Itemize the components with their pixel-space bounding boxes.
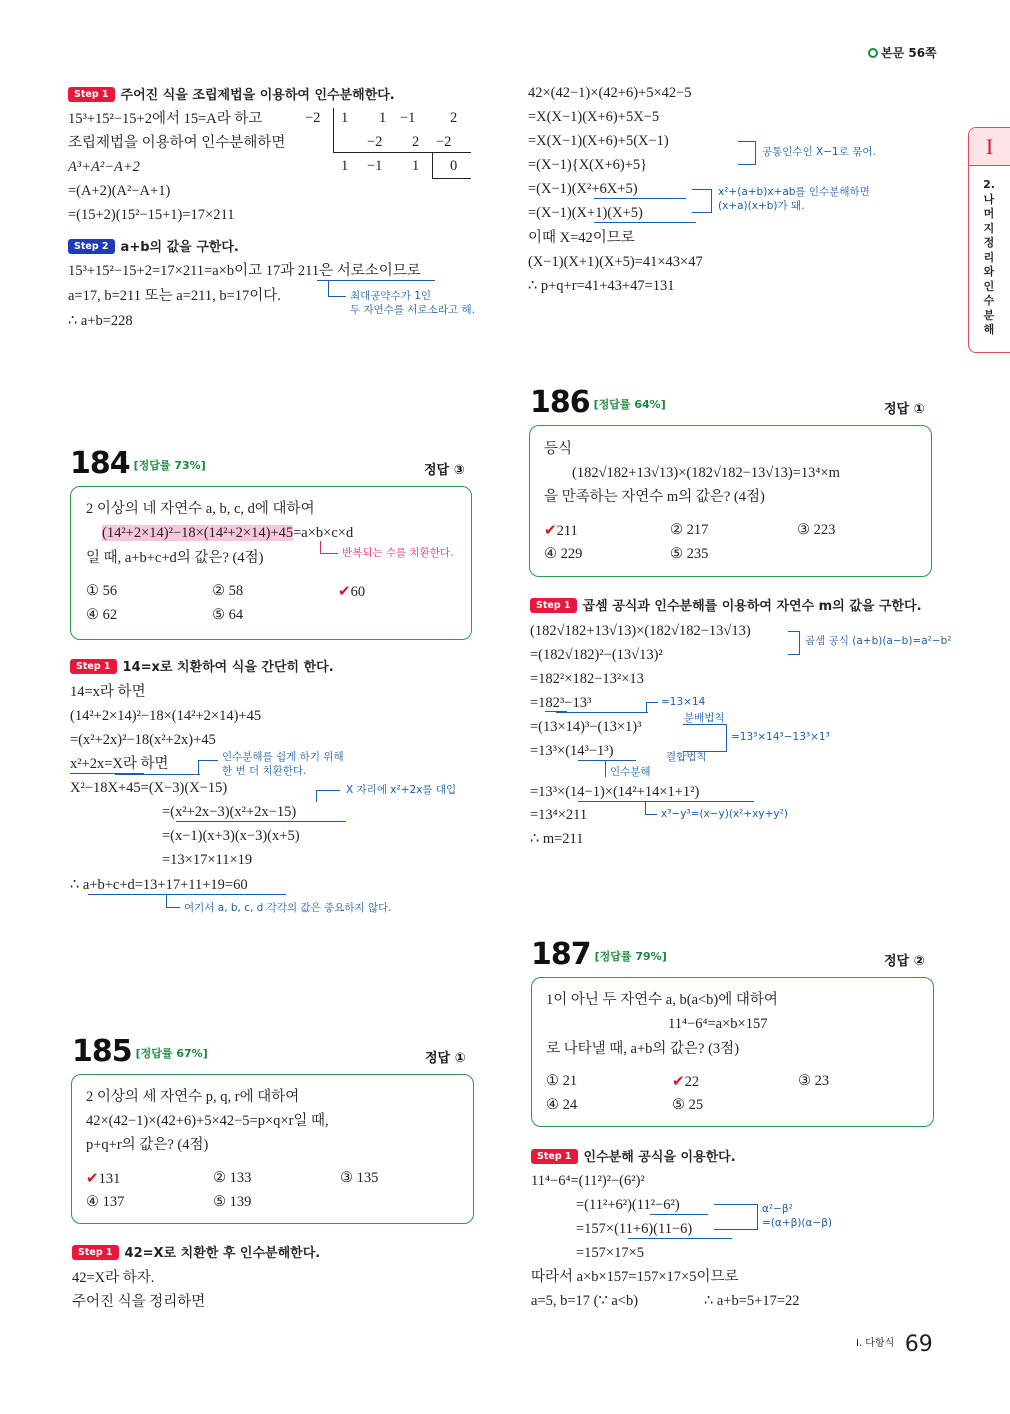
question-expression: (14²+2×14)²−18×(14²+2×14)+45=a×b×c×d bbox=[102, 525, 354, 541]
correct-rate: [정답률 67%] bbox=[135, 1047, 208, 1060]
question-text: 42×(42−1)×(42+6)+5×42−5=p×q×r일 때, bbox=[86, 1113, 329, 1129]
solution-line: X²−18X+45=(X−3)(X−15) bbox=[70, 780, 228, 796]
question-text: 등식 bbox=[544, 441, 573, 457]
choice-4[interactable]: ④ 229 bbox=[544, 546, 583, 562]
question-expression: 11⁴−6⁴=a×b×157 bbox=[668, 1016, 768, 1032]
checkmark-icon: ✔ bbox=[544, 521, 557, 539]
choice-1-correct[interactable]: ✔211 bbox=[544, 521, 578, 539]
choice-2[interactable]: ② 58 bbox=[212, 583, 244, 599]
solution-line: 따라서 a×b×157=157×17×5이므로 bbox=[531, 1269, 739, 1285]
solution-line: =182²×182−13²×13 bbox=[530, 671, 644, 687]
step1-header-187: Step 1 인수분해 공식을 이용한다. bbox=[531, 1146, 736, 1165]
question-text: 로 나타낼 때, a+b의 값은? (3점) bbox=[546, 1041, 740, 1057]
choice-1[interactable]: ① 21 bbox=[546, 1073, 578, 1089]
choice-3[interactable]: ③ 135 bbox=[340, 1170, 379, 1186]
solution-line: =(X−1)(X+1)(X+5) bbox=[528, 205, 643, 221]
correct-rate: [정답률 79%] bbox=[594, 950, 667, 963]
choice-4[interactable]: ④ 62 bbox=[86, 607, 118, 623]
solution-line: =(11²+6²)(11²−6²) bbox=[576, 1197, 680, 1213]
common-factor-note: 공통인수인 X−1로 묶어. bbox=[762, 146, 876, 158]
solution-line: =13×17×11×19 bbox=[162, 852, 253, 868]
solution-line: =(x−1)(x+3)(x−3)(x+5) bbox=[162, 828, 300, 844]
answer-label-184: 정답 ③ bbox=[424, 463, 465, 478]
solution-line: ∴ m=211 bbox=[530, 831, 584, 847]
question-text: 을 만족하는 자연수 m의 값은? (4점) bbox=[544, 489, 765, 505]
solution-line: =(x²+2x)²−18(x²+2x)+45 bbox=[70, 732, 216, 748]
answer-label-186: 정답 ① bbox=[884, 402, 925, 417]
checkmark-icon: ✔ bbox=[338, 582, 351, 600]
expansion-note: =13³×14³−13³×1³ bbox=[731, 731, 830, 743]
choice-5[interactable]: ⑤ 235 bbox=[670, 546, 709, 562]
page-number: 69 bbox=[904, 1332, 933, 1357]
solution-line: =157×(11+6)(11−6) bbox=[576, 1221, 693, 1237]
question-text: p+q+r의 값은? (4점) bbox=[86, 1137, 209, 1153]
solution-line: =157×17×5 bbox=[576, 1245, 645, 1261]
solution-line: 조립제법을 이용하여 인수분해하면 bbox=[68, 135, 286, 151]
solution-line: ∴ a+b=228 bbox=[68, 313, 133, 329]
answer-label-187: 정답 ② bbox=[884, 954, 925, 969]
solution-line: =X(X−1)(X+6)+5X−5 bbox=[528, 109, 660, 125]
step1-header-185: Step 1 42=X로 치환한 후 인수분해한다. bbox=[72, 1242, 320, 1261]
chapter-side-tab[interactable] bbox=[968, 127, 1010, 353]
solution-line: ∴ a+b+c+d=13+17+11+19=60 bbox=[70, 877, 248, 893]
solution-line: =(X−1){X(X+6)+5} bbox=[528, 157, 648, 173]
solution-line: 이때 X=42이므로 bbox=[528, 230, 635, 246]
choice-1-correct[interactable]: ✔131 bbox=[86, 1169, 121, 1187]
solution-line: (182√182+13√13)×(182√182−13√13) bbox=[530, 623, 751, 639]
step-badge: Step 2 bbox=[68, 239, 115, 254]
importance-note: 여기서 a, b, c, d 각각의 값은 중요하지 않다. bbox=[184, 902, 392, 914]
solution-line: 주어진 식을 정리하면 bbox=[72, 1294, 206, 1310]
choice-2-correct[interactable]: ✔22 bbox=[672, 1072, 700, 1090]
choice-1[interactable]: ① 56 bbox=[86, 583, 118, 599]
choice-5[interactable]: ⑤ 139 bbox=[213, 1194, 252, 1210]
solution-line: 42×(42−1)×(42+6)+5×42−5 bbox=[528, 85, 692, 101]
substitution-note: 인수분해를 쉽게 하기 위해 한 번 더 치환한다. bbox=[222, 751, 344, 777]
choice-3[interactable]: ③ 223 bbox=[797, 522, 836, 538]
step1-header-184: Step 1 14=x로 치환하여 식을 간단히 한다. bbox=[70, 656, 334, 675]
solution-line: =X(X−1)(X+6)+5(X−1) bbox=[528, 133, 669, 149]
step-badge: Step 1 bbox=[531, 1149, 578, 1164]
question-text: 2 이상의 네 자연수 a, b, c, d에 대하여 bbox=[86, 501, 315, 517]
step1-header-183: Step 1 주어진 식을 조립제법을 이용하여 인수분해한다. bbox=[68, 84, 395, 103]
question-text: 2 이상의 세 자연수 p, q, r에 대하여 bbox=[86, 1089, 300, 1105]
solution-line: =13³×(14³−1³) bbox=[530, 743, 614, 759]
solution-line: A³+A²−A+2 bbox=[68, 159, 140, 175]
solution-line: 11⁴−6⁴=(11²)²−(6²)² bbox=[531, 1173, 645, 1189]
solution-line: =182³−13³ bbox=[530, 695, 592, 711]
chapter-roman-numeral: I bbox=[969, 128, 1010, 166]
choice-2[interactable]: ② 217 bbox=[670, 522, 709, 538]
correct-rate: [정답률 64%] bbox=[593, 398, 666, 411]
step-badge: Step 1 bbox=[72, 1245, 119, 1260]
page-footer bbox=[856, 1332, 933, 1357]
factor-note: =13×14 bbox=[661, 696, 706, 708]
factoring-note: x²+(a+b)x+ab를 인수분해하면 (x+a)(x+b)가 돼. bbox=[718, 186, 870, 212]
solution-line: =(15+2)(15²−15+1)=17×211 bbox=[68, 207, 235, 223]
step1-header-186: Step 1 곱셈 공식과 인수분해를 이용하여 자연수 m의 값을 구한다. bbox=[530, 595, 922, 614]
answer-label-185: 정답 ① bbox=[425, 1051, 466, 1066]
step2-header-183: Step 2 a+b의 값을 구한다. bbox=[68, 236, 239, 255]
solution-line: 42=X라 하자. bbox=[72, 1270, 155, 1286]
solution-line: (14²+2×14)²−18×(14²+2×14)+45 bbox=[70, 708, 262, 724]
solution-line: =(A+2)(A²−A+1) bbox=[68, 183, 171, 199]
footer-chapter: I. 다항식 bbox=[856, 1338, 895, 1349]
question-number-187: 187 [정답률 79%] bbox=[531, 937, 667, 972]
solution-line: x²+2x=X라 하면 bbox=[70, 756, 169, 772]
solution-line: (X−1)(X+1)(X+5)=41×43×47 bbox=[528, 254, 703, 270]
multiplication-formula-note: 곱셈 공식 (a+b)(a−b)=a²−b² bbox=[805, 635, 952, 647]
choice-5[interactable]: ⑤ 25 bbox=[672, 1097, 704, 1113]
correct-rate: [정답률 73%] bbox=[133, 459, 206, 472]
solution-line: a=5, b=17 (∵ a<b) bbox=[531, 1293, 639, 1309]
step-badge: Step 1 bbox=[530, 598, 577, 613]
question-number-184: 184 [정답률 73%] bbox=[70, 446, 206, 481]
solution-line: ∴ p+q+r=41+43+47=131 bbox=[528, 278, 675, 294]
substitute-back-note: X 자리에 x²+2x를 대입 bbox=[346, 784, 457, 796]
choice-3-correct[interactable]: ✔60 bbox=[338, 582, 366, 600]
question-number-185: 185 [정답률 67%] bbox=[72, 1034, 208, 1069]
solution-line: =(x²+2x−3)(x²+2x−15) bbox=[162, 804, 297, 820]
solution-line: 15³+15²−15+2=17×211=a×b이고 17과 211은 서로소이므로 bbox=[68, 263, 421, 279]
solution-line: =(182√182)²−(13√13)² bbox=[530, 647, 663, 663]
coprime-note: 최대공약수가 1인 두 자연수를 서로소라고 해. bbox=[350, 290, 475, 316]
chapter-title: 2.나머지정리와인수분해 bbox=[983, 178, 995, 336]
solution-line: =13³×(14−1)×(14²+14×1+1²) bbox=[530, 784, 700, 800]
choice-4[interactable]: ④ 24 bbox=[546, 1097, 578, 1113]
question-number-186: 186 [정답률 64%] bbox=[530, 385, 666, 420]
solution-line: a=17, b=211 또는 a=211, b=17이다. bbox=[68, 288, 281, 304]
checkmark-icon: ✔ bbox=[672, 1072, 685, 1090]
solution-line: 14=x라 하면 bbox=[70, 684, 146, 700]
choice-2[interactable]: ② 133 bbox=[213, 1170, 252, 1186]
associative-law-note: 결합법칙 bbox=[666, 751, 707, 763]
distributive-law-note: 분배법칙 bbox=[684, 712, 725, 724]
solution-line: =13⁴×211 bbox=[530, 807, 588, 823]
page-reference: 본문 56쪽 bbox=[868, 44, 937, 61]
difference-of-squares-note: α²−β² =(α+β)(α−β) bbox=[762, 1203, 833, 1229]
choice-3[interactable]: ③ 23 bbox=[798, 1073, 830, 1089]
question-text: 일 때, a+b+c+d의 값은? (4점) bbox=[86, 550, 264, 566]
question-expression: (182√182+13√13)×(182√182−13√13)=13⁴×m bbox=[572, 465, 840, 481]
step-badge: Step 1 bbox=[68, 87, 115, 102]
choice-5[interactable]: ⑤ 64 bbox=[212, 607, 244, 623]
substitution-hint: 반복되는 수를 치환한다. bbox=[342, 547, 454, 559]
cube-difference-note: x³−y³=(x−y)(x²+xy+y²) bbox=[661, 808, 788, 820]
checkmark-icon: ✔ bbox=[86, 1169, 99, 1187]
factorization-note: 인수분해 bbox=[610, 766, 651, 778]
choice-4[interactable]: ④ 137 bbox=[86, 1194, 125, 1210]
solution-line: =(X−1)(X²+6X+5) bbox=[528, 181, 638, 197]
question-text: 1이 아닌 두 자연수 a, b(a<b)에 대하여 bbox=[546, 992, 778, 1008]
solution-line: ∴ a+b=5+17=22 bbox=[704, 1293, 800, 1309]
solution-line: =(13×14)³−(13×1)³ bbox=[530, 719, 642, 735]
step-badge: Step 1 bbox=[70, 659, 117, 674]
solution-line: 15³+15²−15+2에서 15=A라 하고 bbox=[68, 111, 263, 127]
circle-icon bbox=[868, 48, 878, 58]
